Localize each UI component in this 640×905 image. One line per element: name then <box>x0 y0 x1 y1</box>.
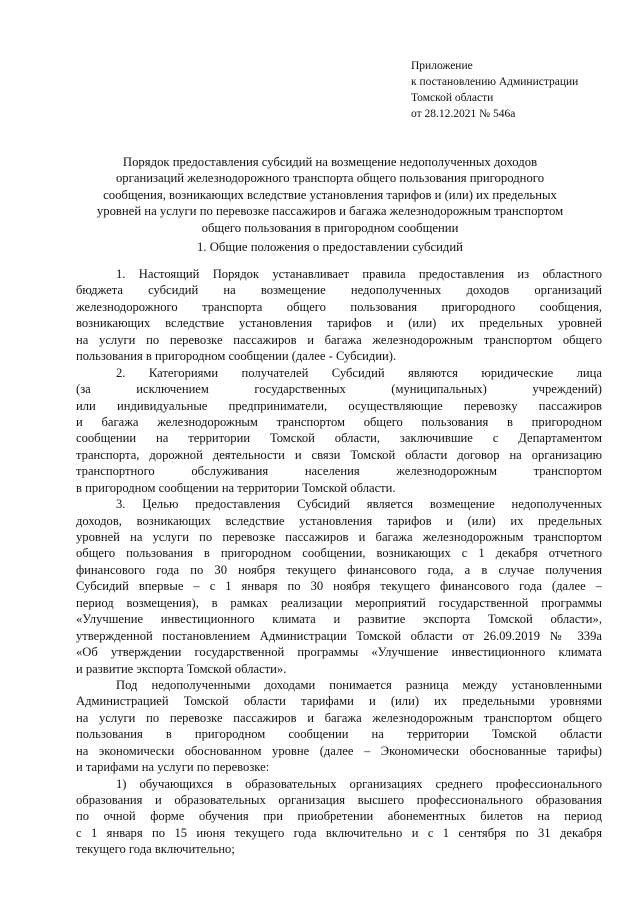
paragraph-1 <box>76 266 602 365</box>
document-body <box>76 266 602 858</box>
paragraph-line: 2. Категориями получателей Субсидий являются юридические лица <box>116 365 602 380</box>
title-line: Порядок предоставления субсидий на возмещение недополученных доходов <box>122 155 538 169</box>
paragraph-line: период возмещения), в рамках реализации мероприятий государственной программы <box>76 595 602 610</box>
paragraph-4 <box>76 677 602 776</box>
appendix-line: к постановлению Администрации <box>411 76 579 88</box>
paragraph-line: 3. Целью предоставления Субсидий является возмещение недополученных <box>116 497 602 512</box>
paragraph-line: возникающих вследствие установления тарифов и (или) их предельных уровней <box>76 316 602 331</box>
paragraph-line: «Об утверждении государственной программы «Улучшение инвестиционного климата <box>76 645 602 660</box>
paragraph-3 <box>76 496 602 677</box>
paragraph-line: общего пользования в пригородном сообщении, возникающих с 1 декабря отчетного <box>76 546 602 561</box>
paragraph-line: 1. Настоящий Порядок устанавливает правила предоставления из областного <box>116 267 602 281</box>
paragraph-line: и багажа железнодорожным транспортом общего пользования в пригородном <box>76 414 602 429</box>
paragraph-line: в пригородном сообщении на территории Томской области. <box>76 480 396 495</box>
paragraph-line: 1) обучающихся в образовательных организациях среднего профессионального <box>116 776 602 791</box>
appendix-line: Приложение <box>411 60 473 72</box>
appendix-block <box>411 58 578 122</box>
paragraph-line: Администрацией Томской области тарифами и (или) их предельными уровнями <box>76 694 602 709</box>
paragraph-line: и развитие экспорта Томской области». <box>76 661 287 676</box>
paragraph-line: сообщении на территории Томской области, заключившие с Департаментом <box>76 431 602 446</box>
paragraph-line: доходов, возникающих вследствие установления тарифов и (или) их предельных <box>76 513 602 528</box>
paragraph-line: или индивидуальные предприниматели, осуществляющие перевозку пассажиров <box>76 398 602 413</box>
title-line: общего пользования в пригородном сообщении <box>201 220 459 235</box>
paragraph-line: на экономически обоснованном уровне (далее – Экономически обоснованные тарифы) <box>76 743 602 758</box>
paragraph-line: бюджета субсидий на возмещение недополученных доходов организаций <box>76 283 602 298</box>
paragraph-line: и тарифами на услуги по перевозке: <box>76 760 270 775</box>
paragraph-5 <box>76 776 602 858</box>
paragraph-2 <box>76 365 602 497</box>
paragraph-line: текущего года включительно; <box>76 842 235 857</box>
paragraph-line: образования и образовательных организация высшего профессионального образования <box>76 793 602 807</box>
title-line: организаций железнодорожного транспорта общего пользования пригородного <box>115 171 545 186</box>
paragraph-line: транспорта, дорожной деятельности и связи Томской области договор на организацию <box>76 447 602 462</box>
paragraph-line: утвержденной постановлением Администрации Томской области от 26.09.2019 № 339а <box>76 628 602 643</box>
document-title <box>60 154 600 236</box>
title-line: уровней на услуги по перевозке пассажиров и багажа железнодорожным транспортом <box>96 204 564 219</box>
appendix-line: от 28.12.2021 № 546а <box>411 108 516 120</box>
paragraph-line: пользования в пригородном сообщении на территории Томской области <box>76 727 602 742</box>
paragraph-line: (за исключением государственных (муниципальных) учреждений) <box>76 382 602 397</box>
paragraph-line: «Улучшение инвестиционного климата и развитие экспорта Томской области», <box>76 612 602 627</box>
paragraph-line: Субсидий впервые – с 1 января по 30 ноября текущего финансового года (далее – <box>76 579 602 594</box>
section-heading: 1. Общие положения о предоставлении субсидий <box>197 240 463 254</box>
paragraph-line: транспортного обслуживания населения железнодорожным транспортом <box>76 464 602 479</box>
title-line: сообщения, возникающих вследствие установления тарифов и (или) их предельных <box>103 187 557 202</box>
paragraph-line: финансового года по 30 ноября текущего финансового года, а в случае получения <box>76 562 602 577</box>
paragraph-line: на услуги по перевозке пассажиров и багажа железнодорожным транспортом общего <box>76 332 602 347</box>
paragraph-line: железнодорожного транспорта общего пользования пригородного сообщения, <box>76 299 602 314</box>
paragraph-line: уровней на услуги по перевозке пассажиров и багажа железнодорожным транспортом <box>76 530 602 544</box>
paragraph-line: по очной форме обучения при приобретении абонементных билетов на период <box>76 809 602 824</box>
paragraph-line: пользования в пригородном сообщении (далее - Субсидии). <box>76 349 397 364</box>
paragraph-line: с 1 января по 15 июня текущего года включительно и с 1 сентября по 31 декабря <box>76 825 602 840</box>
appendix-line: Томской области <box>411 92 494 104</box>
paragraph-line: на услуги по перевозке пассажиров и багажа железнодорожным транспортом общего <box>76 710 602 725</box>
paragraph-line: Под недополученными доходами понимается разница между установленными <box>116 677 602 692</box>
